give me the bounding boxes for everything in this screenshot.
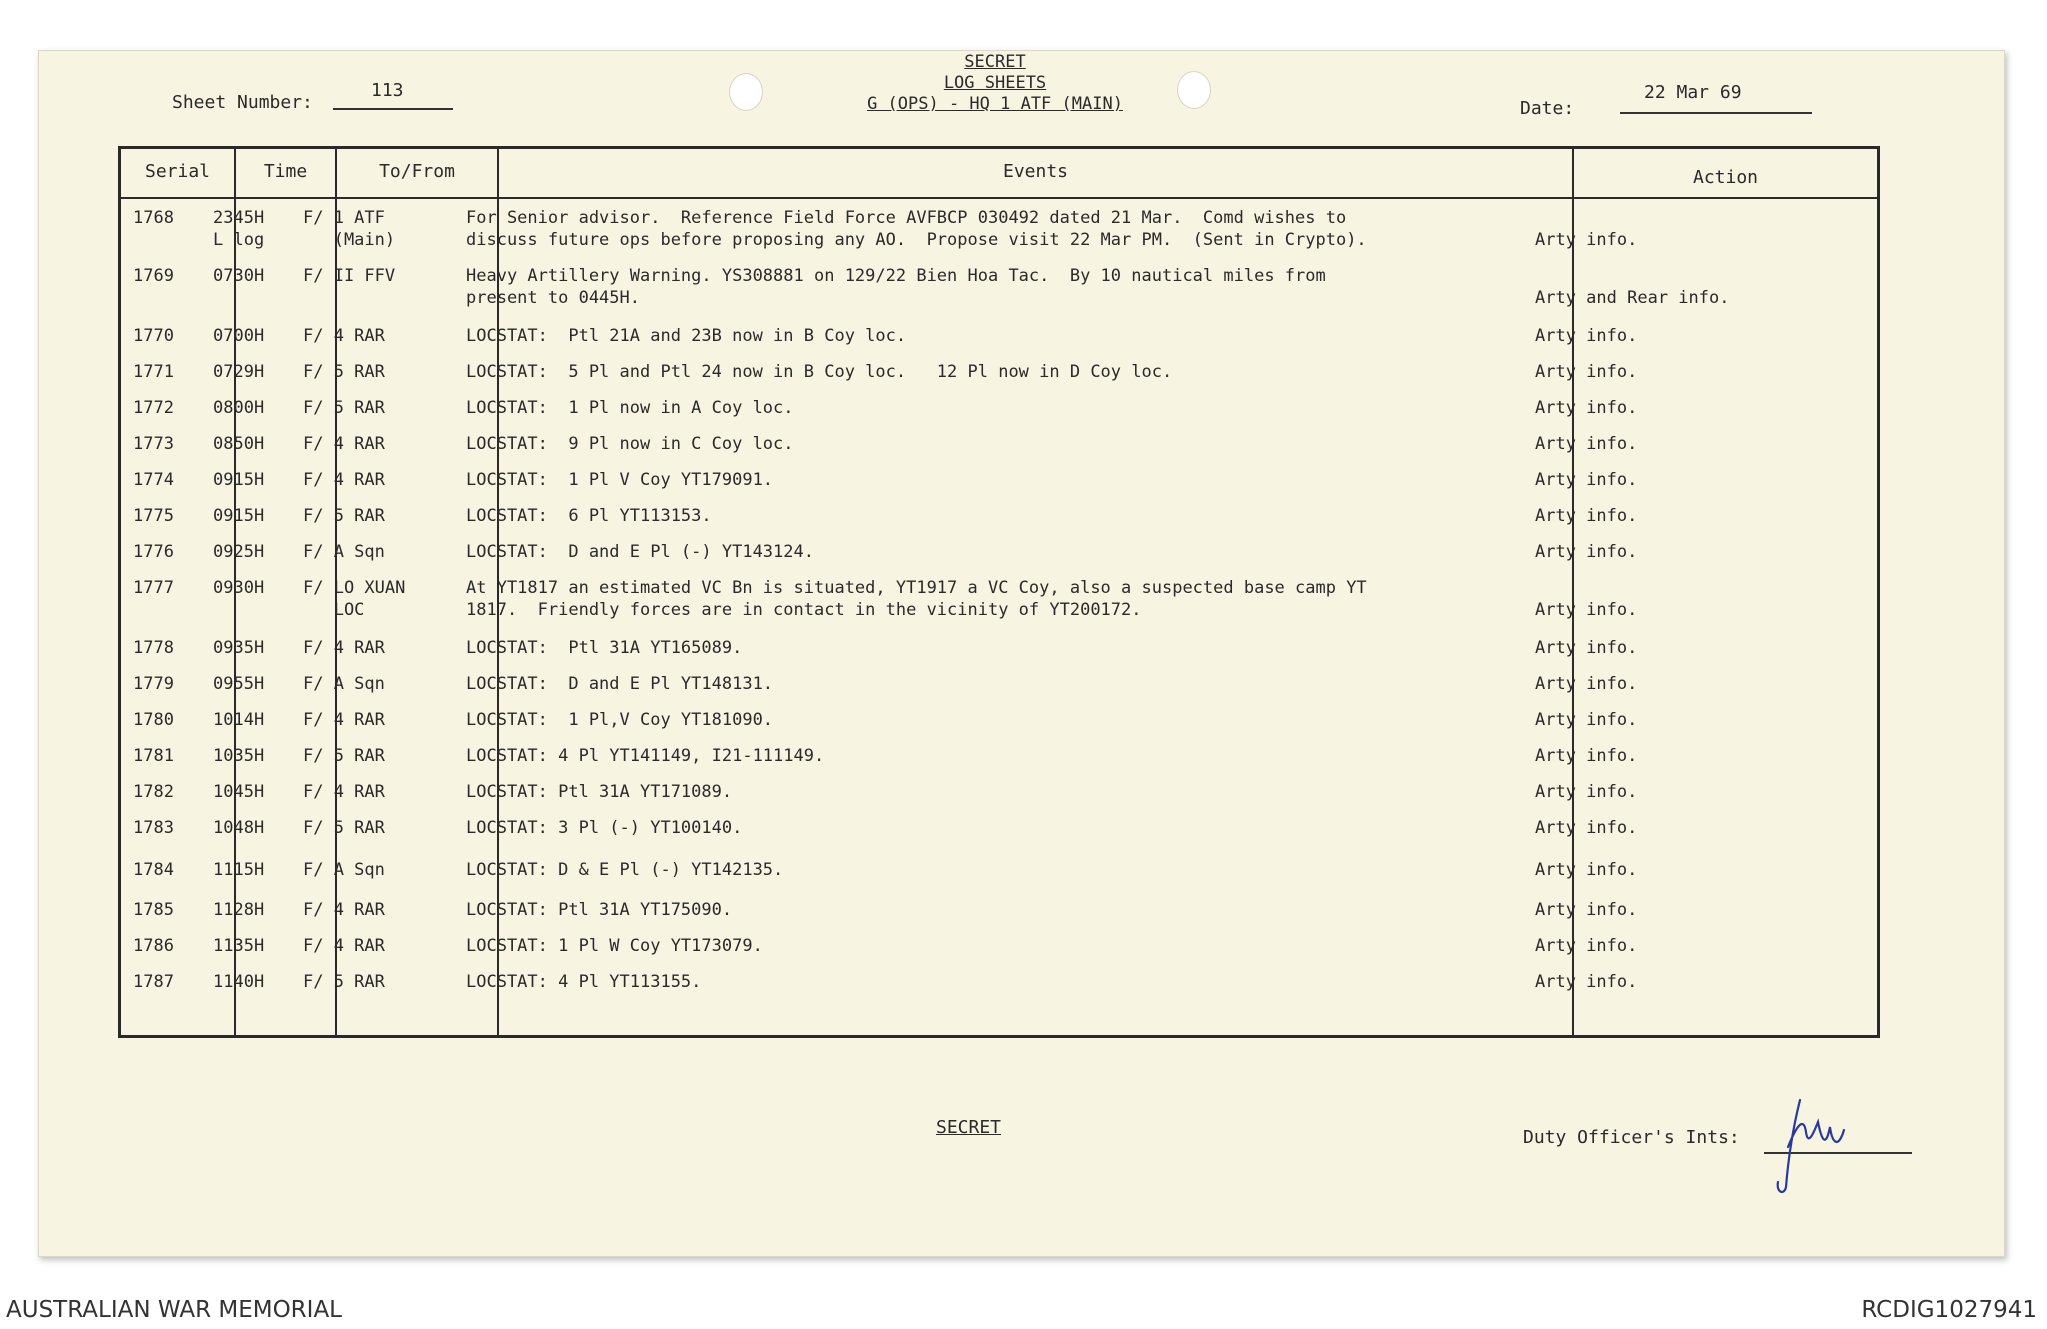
cell-time: 0800H bbox=[213, 398, 265, 418]
cell-action: Arty and Rear info. bbox=[1535, 288, 1730, 308]
unit-name: G (OPS) - HQ 1 ATF (MAIN) bbox=[867, 94, 1123, 114]
cell-to-from: F/ II FFV bbox=[303, 266, 396, 286]
cell-serial: 1780 bbox=[133, 710, 174, 730]
cell-events: For Senior advisor. Reference Field Force AVFBCP 030492 dated 21 Mar. Comd wishes to discuss future ops before proposing any AO. Propose visit 22 Mar PM. (Sent in Crypto). bbox=[466, 208, 1367, 250]
log-table bbox=[118, 146, 1880, 1038]
punch-hole-left bbox=[729, 73, 763, 111]
column-header-to-from: To/From bbox=[379, 161, 455, 182]
cell-action: Arty info. bbox=[1535, 746, 1638, 766]
cell-events: LOCSTAT: Ptl 31A YT171089. bbox=[466, 782, 733, 802]
header-divider bbox=[121, 197, 1877, 199]
cell-events: LOCSTAT: Ptl 31A YT175090. bbox=[466, 900, 733, 920]
column-header-serial: Serial bbox=[144, 161, 211, 182]
cell-events: LOCSTAT: D and E Pl (-) YT143124. bbox=[466, 542, 814, 562]
cell-time: 2345H L log bbox=[213, 208, 265, 250]
cell-time: 0700H bbox=[213, 326, 265, 346]
cell-time: 0930H bbox=[213, 578, 265, 598]
cell-serial: 1787 bbox=[133, 972, 174, 992]
cell-to-from: F/ 5 RAR bbox=[303, 506, 385, 526]
cell-action: Arty info. bbox=[1535, 638, 1638, 658]
cell-serial: 1783 bbox=[133, 818, 174, 838]
duty-officer-signature bbox=[1770, 1092, 1880, 1202]
cell-to-from: F/ LO XUAN LOC bbox=[303, 578, 406, 620]
cell-serial: 1786 bbox=[133, 936, 174, 956]
cell-events: LOCSTAT: 9 Pl now in C Coy loc. bbox=[466, 434, 794, 454]
cell-time: 1128H bbox=[213, 900, 265, 920]
cell-to-from: F/ 5 RAR bbox=[303, 362, 385, 382]
duty-officer-label: Duty Officer's Ints: bbox=[1523, 1127, 1740, 1148]
cell-time: 0925H bbox=[213, 542, 265, 562]
cell-serial: 1777 bbox=[133, 578, 174, 598]
document-title: LOG SHEETS bbox=[943, 73, 1047, 93]
cell-to-from: F/ 4 RAR bbox=[303, 434, 385, 454]
sheet-number-value: 113 bbox=[333, 80, 453, 110]
cell-serial: 1772 bbox=[133, 398, 174, 418]
cell-time: 0730H bbox=[213, 266, 265, 286]
column-header-time: Time bbox=[263, 161, 308, 182]
cell-serial: 1781 bbox=[133, 746, 174, 766]
cell-serial: 1776 bbox=[133, 542, 174, 562]
cell-time: 0915H bbox=[213, 470, 265, 490]
cell-to-from: F/ 4 RAR bbox=[303, 782, 385, 802]
cell-serial: 1784 bbox=[133, 860, 174, 880]
cell-events: LOCSTAT: Ptl 31A YT165089. bbox=[466, 638, 743, 658]
cell-time: 1135H bbox=[213, 936, 265, 956]
document-header bbox=[800, 52, 1190, 115]
cell-serial: 1782 bbox=[133, 782, 174, 802]
cell-time: 0915H bbox=[213, 506, 265, 526]
cell-events: LOCSTAT: 1 Pl,V Coy YT181090. bbox=[466, 710, 774, 730]
cell-serial: 1768 bbox=[133, 208, 174, 228]
cell-to-from: F/ A Sqn bbox=[303, 860, 385, 880]
classification-bottom: SECRET bbox=[936, 1117, 1002, 1138]
cell-action: Arty info. bbox=[1535, 936, 1638, 956]
cell-events: LOCSTAT: 5 Pl and Ptl 24 now in B Coy loc. 12 Pl now in D Coy loc. bbox=[466, 362, 1173, 382]
cell-serial: 1773 bbox=[133, 434, 174, 454]
cell-action: Arty info. bbox=[1535, 900, 1638, 920]
cell-action: Arty info. bbox=[1535, 972, 1638, 992]
cell-time: 1048H bbox=[213, 818, 265, 838]
cell-events: LOCSTAT: 1 Pl now in A Coy loc. bbox=[466, 398, 794, 418]
cell-action: Arty info. bbox=[1535, 542, 1638, 562]
cell-to-from: F/ 5 RAR bbox=[303, 972, 385, 992]
cell-serial: 1771 bbox=[133, 362, 174, 382]
cell-action: Arty info. bbox=[1535, 506, 1638, 526]
cell-action: Arty info. bbox=[1535, 860, 1638, 880]
cell-to-from: F/ 5 RAR bbox=[303, 746, 385, 766]
cell-action: Arty info. bbox=[1535, 362, 1638, 382]
cell-to-from: F/ 4 RAR bbox=[303, 710, 385, 730]
cell-time: 0955H bbox=[213, 674, 265, 694]
archive-source: AUSTRALIAN WAR MEMORIAL bbox=[6, 1297, 342, 1323]
cell-serial: 1775 bbox=[133, 506, 174, 526]
cell-to-from: F/ 4 RAR bbox=[303, 638, 385, 658]
cell-to-from: F/ 5 RAR bbox=[303, 398, 385, 418]
cell-events: LOCSTAT: 4 Pl YT141149, I21-111149. bbox=[466, 746, 825, 766]
cell-serial: 1785 bbox=[133, 900, 174, 920]
date-label: Date: bbox=[1520, 98, 1575, 119]
sheet-number-label: Sheet Number: bbox=[172, 92, 313, 113]
cell-time: 1140H bbox=[213, 972, 265, 992]
cell-to-from: F/ 4 RAR bbox=[303, 936, 385, 956]
cell-to-from: F/ 5 RAR bbox=[303, 818, 385, 838]
cell-time: 1035H bbox=[213, 746, 265, 766]
cell-events: LOCSTAT: 1 Pl W Coy YT173079. bbox=[466, 936, 763, 956]
cell-events: LOCSTAT: 6 Pl YT113153. bbox=[466, 506, 712, 526]
cell-serial: 1770 bbox=[133, 326, 174, 346]
classification-top: SECRET bbox=[964, 52, 1026, 72]
cell-to-from: F/ 4 RAR bbox=[303, 470, 385, 490]
cell-events: LOCSTAT: 4 Pl YT113155. bbox=[466, 972, 702, 992]
cell-serial: 1769 bbox=[133, 266, 174, 286]
cell-time: 0729H bbox=[213, 362, 265, 382]
archive-reference: RCDIG1027941 bbox=[1861, 1297, 2037, 1323]
cell-events: LOCSTAT: 1 Pl V Coy YT179091. bbox=[466, 470, 774, 490]
cell-events: At YT1817 an estimated VC Bn is situated, YT1917 a VC Coy, also a suspected base camp YT 1817. Friendly forces are in contact in the vicinity of YT200172. bbox=[466, 578, 1367, 620]
cell-to-from: F/ 4 RAR bbox=[303, 326, 385, 346]
cell-events: LOCSTAT: D & E Pl (-) YT142135. bbox=[466, 860, 784, 880]
date-value: 22 Mar 69 bbox=[1620, 82, 1812, 114]
cell-serial: 1778 bbox=[133, 638, 174, 658]
cell-serial: 1779 bbox=[133, 674, 174, 694]
cell-action: Arty info. bbox=[1535, 398, 1638, 418]
cell-time: 1045H bbox=[213, 782, 265, 802]
cell-action: Arty info. bbox=[1535, 434, 1638, 454]
cell-events: LOCSTAT: D and E Pl YT148131. bbox=[466, 674, 774, 694]
cell-action: Arty info. bbox=[1535, 600, 1638, 620]
cell-events: Heavy Artillery Warning. YS308881 on 129/22 Bien Hoa Tac. By 10 nautical miles from present to 0445H. bbox=[466, 266, 1326, 308]
cell-to-from: F/ A Sqn bbox=[303, 542, 385, 562]
cell-action: Arty info. bbox=[1535, 470, 1638, 490]
cell-time: 1115H bbox=[213, 860, 265, 880]
cell-action: Arty info. bbox=[1535, 326, 1638, 346]
cell-time: 0935H bbox=[213, 638, 265, 658]
cell-events: LOCSTAT: 3 Pl (-) YT100140. bbox=[466, 818, 743, 838]
cell-events: LOCSTAT: Ptl 21A and 23B now in B Coy loc. bbox=[466, 326, 907, 346]
column-header-action: Action bbox=[1692, 167, 1759, 188]
cell-to-from: F/ 1 ATF (Main) bbox=[303, 208, 396, 250]
cell-action: Arty info. bbox=[1535, 674, 1638, 694]
cell-serial: 1774 bbox=[133, 470, 174, 490]
cell-action: Arty info. bbox=[1535, 782, 1638, 802]
cell-to-from: F/ A Sqn bbox=[303, 674, 385, 694]
cell-to-from: F/ 4 RAR bbox=[303, 900, 385, 920]
column-header-events: Events bbox=[1002, 161, 1069, 182]
cell-time: 0850H bbox=[213, 434, 265, 454]
cell-time: 1014H bbox=[213, 710, 265, 730]
cell-action: Arty info. bbox=[1535, 710, 1638, 730]
cell-action: Arty info. bbox=[1535, 818, 1638, 838]
cell-action: Arty info. bbox=[1535, 230, 1638, 250]
